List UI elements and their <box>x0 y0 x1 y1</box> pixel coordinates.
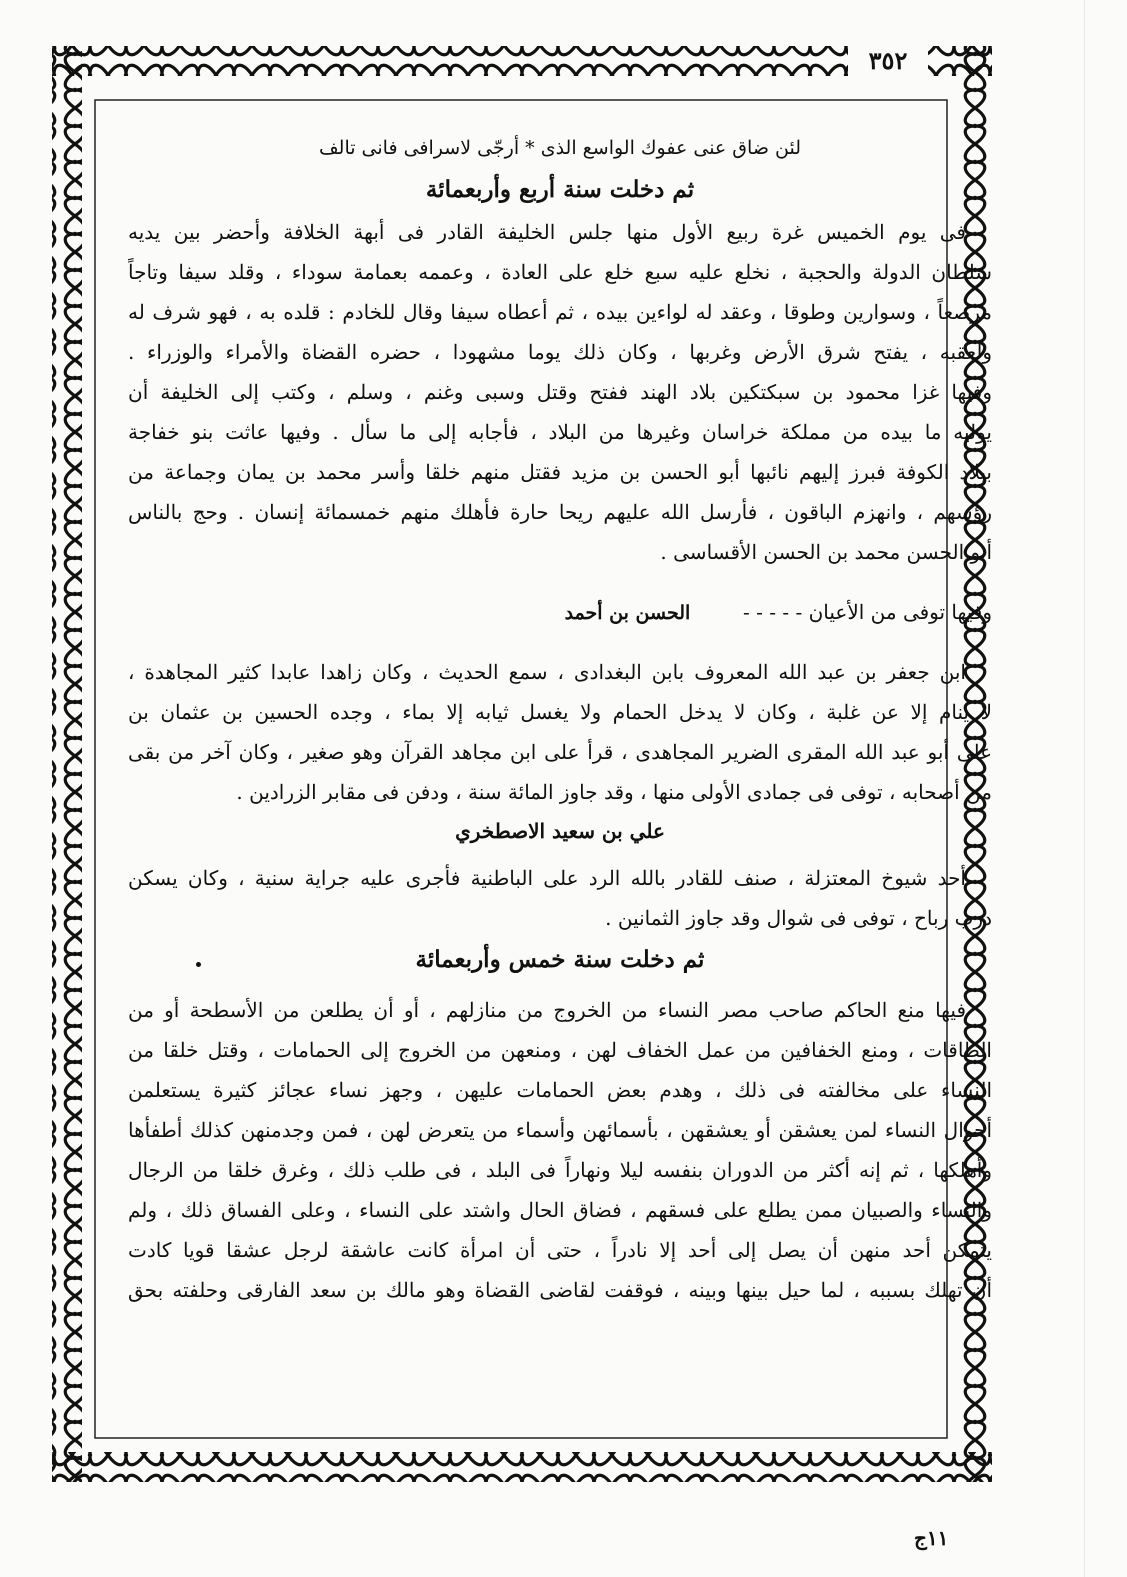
text-line: الطاقات ، ومنع الخفافين من عمل الخفاف لهن ، ومنعهن من الخروج إلى الحمامات ، وقتل خلقا من <box>128 1038 992 1062</box>
page-gutter-line <box>1084 0 1085 1577</box>
text-line: من أصحابه ، توفى فى جمادى الأولى منها ، وقد جاوز المائة سنة ، ودفن فى مقابر الزرادين . <box>236 780 992 804</box>
person-name-ali-ibn-said: علي بن سعيد الاصطخري <box>455 819 665 843</box>
page-content <box>128 128 992 1488</box>
deaths-intro-line <box>128 592 992 632</box>
poetry-verse <box>128 128 992 168</box>
section-404-body <box>128 212 992 572</box>
text-line: سلطان الدولة والحجبة ، نخلع عليه سبع خلع على العادة ، وعممه بعمامة سوداء ، وقلد سيفا وتاجاً <box>128 260 992 284</box>
section-heading-year-405: ثم دخلت سنة خمس وأربعمائة <box>415 946 705 973</box>
verse-second-hemistich: أرجّى لاسرافى فانى تالف <box>318 137 520 159</box>
deaths-dashes: - - - - - <box>743 600 803 624</box>
page-number: ٣٥٢ <box>848 42 928 80</box>
section-405-body <box>128 990 992 1310</box>
text-line: أحد شيوخ المعتزلة ، صنف للقادر بالله الرد على الباطنية فأجرى عليه جراية سنية ، وكان يسكن <box>128 866 966 890</box>
text-line: على أبو عبد الله المقرى الضرير المجاهدى ، قرأ على ابن مجاهد القرآن وهو صغير ، وكان آخر من بقى <box>128 740 992 764</box>
text-line: يوليه ما بيده من مملكة خراسان وغيرها من البلاد ، فأجابه إلى ما سأل . وفيها عاثت بنو خفاجة <box>128 420 992 444</box>
text-line: وأهلكها ، ثم إنه أكثر من الدوران بنفسه ليلا ونهاراً فى البلد ، فى طلب ذلك ، وغرق خلقا من الرجال <box>128 1158 992 1182</box>
deaths-intro: وفيها توفى من الأعيان <box>808 600 992 624</box>
text-line: رؤسهم ، وانهزم الباقون ، فأرسل الله عليهم ريحا حارة فأهلك منهم خمسمائة إنسان . وحج بالناس <box>128 500 992 524</box>
text-line: ببلاد الكوفة فبرز إليهم نائبها أبو الحسن بن مزيد فقتل منهم خلقا وأسر محمد بن يمان وجماعة من <box>128 460 992 484</box>
text-line: درب رباح ، توفى فى شوال وقد جاوز الثمانين . <box>605 906 992 930</box>
verse-first-hemistich: لئن ضاق عنى عفوك الواسع الذى <box>540 137 801 159</box>
text-line: فيها منع الحاكم صاحب مصر النساء من الخروج من منازلهم ، أو أن يطلعن من الأسطحة أو من <box>128 998 966 1022</box>
text-line: وفيها غزا محمود بن سبكتكين بلاد الهند ففتح وقتل وسبى وغنم ، وسلم ، وكتب إلى الخليفة أن <box>128 380 992 404</box>
person-name-hasan-ibn-ahmad: الحسن بن أحمد <box>564 602 691 624</box>
text-line: مرصعاً ، وسوارين وطوقا ، وعقد له لواءين بيده ، ثم أعطاه سيفا وقال للخادم : قلده به ، فهو شرف له <box>128 300 992 324</box>
verse-separator: * <box>525 137 535 159</box>
text-line: والنساء والصبيان ممن يطلع على فسقهم ، فضاق الحال واشتد على النساء ، وعلى الفساق ذلك ، ولم <box>128 1198 992 1222</box>
text-line: يتمكن أحد منهن أن يصل إلى أحد إلا نادراً ، حتى أن امرأة كانت عاشقة لرجل عشقا قويا كادت <box>128 1238 992 1262</box>
person-1-bio <box>128 652 992 812</box>
text-line: أبو الحسن محمد بن الحسن الأقساسى . <box>660 540 992 564</box>
text-line: النساء على مخالفته فى ذلك ، وهدم بعض الحمامات عليهن ، وجهز نساء عجائز كثيرة يستعلمن <box>128 1078 992 1102</box>
ink-speck <box>196 962 201 967</box>
text-line: أن تهلك بسببه ، لما حيل بينها وبينه ، فوقفت لقاضى القضاة وهو مالك بن سعد الفارقى وحلفته بحق <box>128 1278 992 1302</box>
text-line: ولعقبه ، يفتح شرق الأرض وغربها ، وكان ذلك يوما مشهودا ، حضره القضاة والأمراء والوزراء . <box>128 340 992 364</box>
text-line: أحوال النساء لمن يعشقن أو يعشقهن ، بأسمائهن وأسماء من يتعرض لهن ، فمن وجدمنهن كذلك أطفأها <box>128 1118 992 1142</box>
section-heading-year-404: ثم دخلت سنة أربع وأربعمائة <box>425 176 695 203</box>
signature-mark: ١١ج <box>914 1526 949 1550</box>
person-2-bio <box>128 858 992 938</box>
text-line: ابن جعفر بن عبد الله المعروف بابن البغدادى ، سمع الحديث ، وكان زاهدا عابدا كثير المجاهدة ، <box>128 660 966 684</box>
text-line: لا ينام إلا عن غلبة ، وكان لا يدخل الحمام ولا يغسل ثيابه إلا بماء ، وجده الحسين بن عثمان بن <box>128 700 992 724</box>
text-line: فى يوم الخميس غرة ربيع الأول منها جلس الخليفة القادر فى أبهة الخلافة وأحضر بين يديه <box>128 220 966 244</box>
